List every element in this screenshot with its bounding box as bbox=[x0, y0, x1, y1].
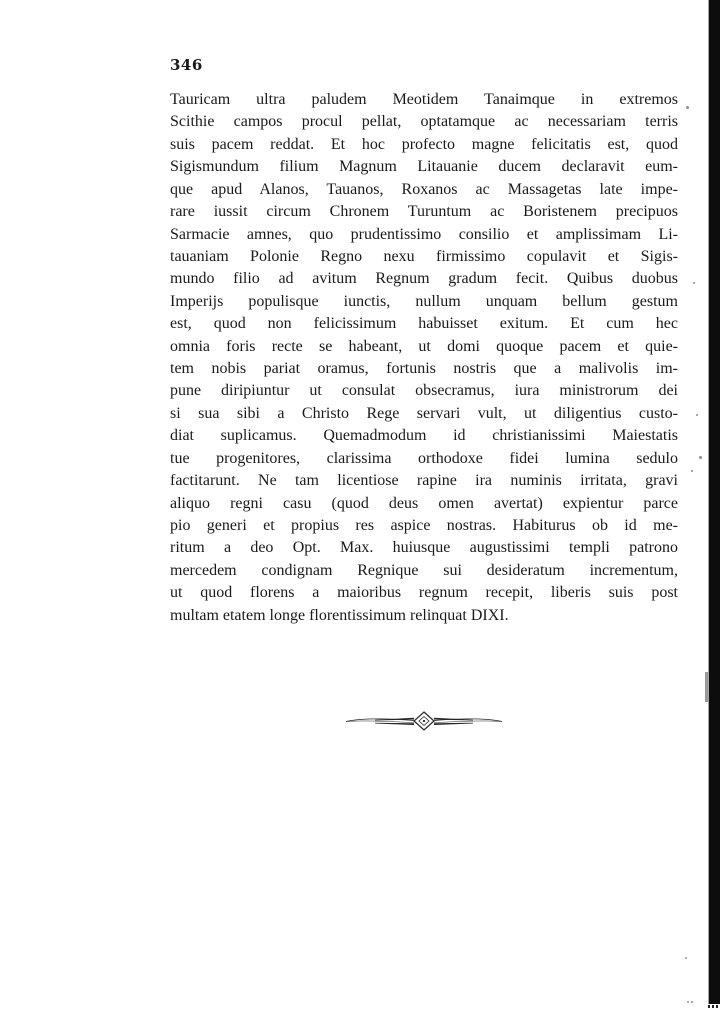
text-line: tue progenitores, clarissima orthodoxe fidei lumina sedulo bbox=[170, 449, 678, 467]
section-divider bbox=[170, 706, 678, 736]
scan-speck bbox=[685, 957, 687, 959]
scan-speck bbox=[696, 414, 698, 416]
text-line: mercedem condignam Regnique sui desideratum incrementum, bbox=[170, 561, 678, 579]
text-line: si sua sibi a Christo Rege servari vult, ut diligentius custo- bbox=[170, 404, 678, 422]
text-line: pio generi et propius res aspice nostras. Habiturus ob id me- bbox=[170, 517, 678, 535]
scan-gray-tick bbox=[705, 672, 708, 702]
scan-edge-artifact bbox=[709, 0, 720, 1004]
scan-speck bbox=[691, 470, 693, 472]
text-line: suis pacem reddat. Et hoc profecto magne felicitatis est, quod bbox=[170, 135, 678, 153]
text-line: omnia foris recte se habeant, ut domi quoque pacem et quie- bbox=[170, 337, 678, 355]
flourish-divider-icon bbox=[344, 708, 504, 734]
scan-speck bbox=[693, 282, 695, 284]
text-line: Imperijs populisque iunctis, nullum unquam bellum gestum bbox=[170, 292, 678, 310]
text-line: tem nobis pariat oramus, fortunis nostris que a malivolis im- bbox=[170, 360, 678, 378]
text-line: Sigismundum filium Magnum Litauanie ducem declaravit eum- bbox=[170, 158, 678, 176]
text-line: factitarunt. Ne tam licentiose rapine ira numinis irritata, gravi bbox=[170, 472, 678, 490]
text-line: Tauricam ultra paludem Meotidem Tanaimque in extremos bbox=[170, 91, 678, 108]
scan-speck bbox=[699, 456, 702, 459]
scan-speck bbox=[686, 106, 689, 109]
text-line: pune diripiuntur ut consulat obsecramus, iura ministrorum dei bbox=[170, 382, 678, 400]
body-text-block bbox=[170, 89, 678, 627]
text-line: que apud Alanos, Tauanos, Roxanos ac Massagetas late impe- bbox=[170, 180, 678, 198]
scan-speck bbox=[687, 1001, 689, 1003]
text-line: Sarmacie amnes, quo prudentissimo consilio et amplissimam Li- bbox=[170, 225, 678, 243]
text-line: rare iussit circum Chronem Turuntum ac Boristenem precipuos bbox=[170, 203, 678, 221]
text-line: diat suplicamus. Quemadmodum id christianissimi Maiestatis bbox=[170, 427, 678, 445]
scan-speck bbox=[691, 1001, 693, 1003]
text-line: mundo filio ad avitum Regnum gradum fecit. Quibus duobus bbox=[170, 270, 678, 288]
text-line: tauaniam Polonie Regno nexu firmissimo copulavit et Sigis- bbox=[170, 247, 678, 265]
page-number: 346 bbox=[170, 56, 203, 74]
text-line: aliquo regni casu (quod deus omen avertat) expientur parce bbox=[170, 494, 678, 512]
text-line: est, quod non felicissimum habuisset exitum. Et cum hec bbox=[170, 315, 678, 333]
text-line: ritum a deo Opt. Max. huiusque augustissimi templi patrono bbox=[170, 539, 678, 557]
text-line: Scithie campos procul pellat, optatamque ac necessariam terris bbox=[170, 113, 678, 131]
text-line: ut quod florens a maioribus regnum recepit, liberis suis post bbox=[170, 584, 678, 602]
text-line: multam etatem longe florentissimum relinquat DIXI. bbox=[170, 606, 509, 624]
